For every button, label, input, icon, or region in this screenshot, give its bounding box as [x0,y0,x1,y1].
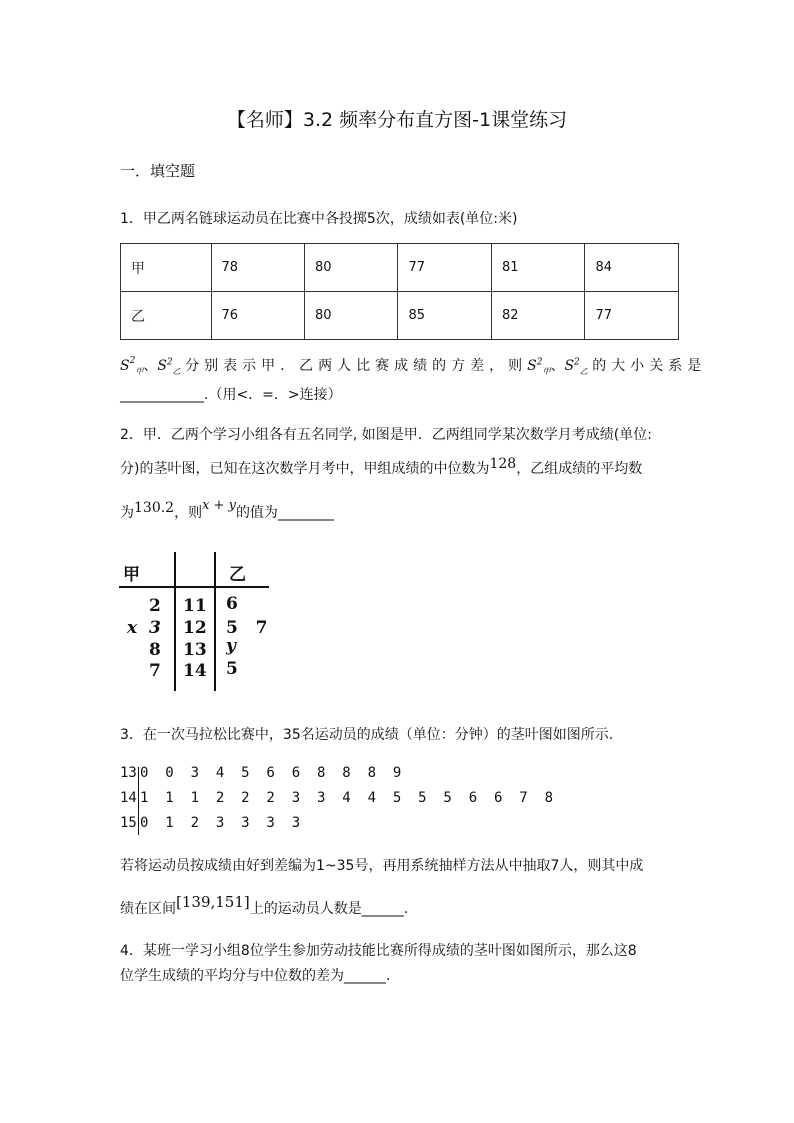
q1-variance-line: $S^2_甲$、$S^2_乙$ 分别表示甲．乙两人比赛成绩的方差，则$S^2_甲$、$S^2_乙$ 的大小关系是 [120,356,707,376]
stem: 12 [183,618,207,638]
left-leaf: 2 [149,596,161,616]
leaves: 1 1 1 2 2 2 3 3 4 4 5 5 5 6 6 7 8 [140,790,554,806]
right-leaf: 6 [226,594,238,614]
stem: 14 [120,790,137,806]
q4-line2: 位学生成绩的平均分与中位数的差为______. [120,968,391,984]
q1-stem: 1．甲乙两名链球运动员在比赛中各投掷5次，成绩如表(单位:米) [120,211,518,227]
stem: 14 [183,661,207,681]
table-cell: 81 [491,244,584,292]
table-cell: 80 [304,244,397,292]
q2-line3: 为130.2，则x + y的值为________ [120,498,334,521]
q3-line1: 3．在一次马拉松比赛中，35名运动员的成绩（单位：分钟）的茎叶图如图所示. [120,727,614,743]
header-left: 甲 [123,565,140,585]
divider-right [214,552,216,691]
q2-line2: 分)的茎叶图，已知在这次数学月考中，甲组成绩的中位数为128，乙组成绩的平均数 [120,456,643,477]
q3-line3: 绩在区间[139,151]上的运动员人数是______. [120,893,409,917]
mean-value: 130.2 [134,500,175,516]
left-leaf: 8 [149,640,161,660]
variance-symbol: $S^2_乙$ [564,357,588,376]
q3-line2: 若将运动员按成绩由好到差编为1~35号，再用系统抽样方法从中抽取7人，则其中成 [120,858,644,874]
table-cell: 77 [398,244,491,292]
right-leaf: y [226,636,236,656]
q1-score-table [120,243,679,340]
table-row [121,244,679,292]
row-name: 乙 [121,292,212,340]
leaves: 0 1 2 3 3 3 3 [140,815,301,831]
header-rule [119,586,269,588]
table-row [121,292,679,340]
table-cell: 78 [211,244,304,292]
expression: x + y [202,498,236,513]
table-cell: 80 [304,292,397,340]
q1-answer-line: ____________.（用<．=．>连接） [120,387,342,403]
page-title: 【名师】3.2 频率分布直方图-1课堂练习 [226,109,568,131]
stem-divider [138,767,139,835]
table-cell: 84 [585,244,679,292]
stem: 11 [183,596,207,616]
variance-symbol: $S^2_乙$ [157,357,181,376]
section-heading: 一．填空题 [120,162,196,180]
divider-left [174,552,176,691]
table-cell: 77 [585,292,679,340]
leaves: 0 0 3 4 5 6 6 8 8 8 9 [140,765,402,781]
variance-symbol: $S^2_甲$ [527,357,551,376]
stem: 13 [183,640,207,660]
table-cell: 82 [491,292,584,340]
left-leaf: 7 [149,661,161,681]
table-cell: 76 [211,292,304,340]
stem-leaf-plot-q2 [117,552,272,692]
right-leaf: 5 7 [226,618,268,638]
q4-line1: 4．某班一学习小组8位学生参加劳动技能比赛所得成绩的茎叶图如图所示，那么这8 [120,943,637,959]
stem: 13 [120,765,137,781]
median-value: 128 [489,456,517,472]
table-cell: 85 [398,292,491,340]
interval: [139,151] [176,893,250,911]
row-name: 甲 [121,244,212,292]
header-right: 乙 [229,565,246,585]
q2-line1: 2．甲．乙两个学习小组各有五名同学, 如图是甲．乙两组同学某次数学月考成绩(单位: [120,427,652,443]
variance-symbol: $S^2_甲$ [120,356,144,376]
stem: 15 [120,815,137,831]
right-leaf: 5 [226,659,238,679]
left-leaf: x 3 [127,618,161,638]
